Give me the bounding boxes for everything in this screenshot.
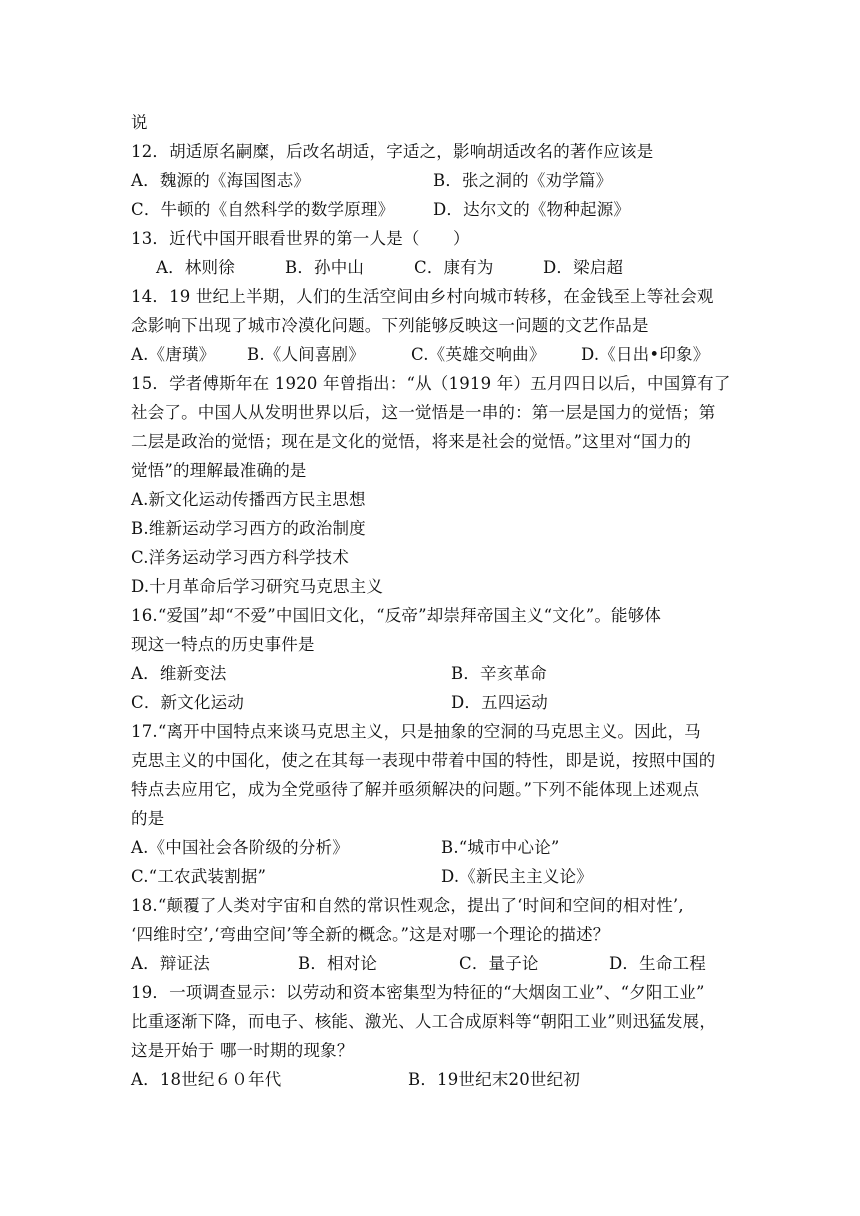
question-15-option-d: D.十月革命后学习研究马克思主义 [131,577,384,596]
question-15-stem-line-2: 社会了。中国人从发明世界以后，这一觉悟是一串的：第一层是国力的觉悟；第 [131,403,716,422]
question-17-stem-line-3: 特点去应用它，成为全党亟待了解并亟须解决的问题。”下列不能体现上述观点 [131,780,700,799]
question-15-option-b: B.维新运动学习西方的政治制度 [131,519,366,538]
question-13-option-c: C．康有为 [414,258,494,277]
question-19-stem-line-2: 比重逐渐下降，而电子、核能、激光、人工合成原料等“朝阳工业”则迅猛发展， [131,1012,717,1031]
question-16-option-a: A．维新变法 [131,664,227,683]
question-13-option-a: A．林则徐 [156,258,235,277]
question-17-option-a: A.《中国社会各阶级的分析》 [131,838,349,857]
question-18-stem-line-1: 18.“颠覆了人类对宇宙和自然的常识性观念，提出了‘时间和空间的相对性’, [131,896,684,915]
question-14-stem-line-1: 14．19 世纪上半期，人们的生活空间由乡村向城市转移，在金钱至上等社会观 [131,287,714,306]
question-15-option-a: A.新文化运动传播西方民主思想 [131,490,366,509]
question-15-stem-line-4: 觉悟”的理解最准确的是 [131,461,307,480]
question-18-stem-line-2: ‘四维时空’,‘弯曲空间’等全新的概念。”这是对哪一个理论的描述？ [131,925,610,944]
question-15-stem-line-1: 15．学者傅斯年在 1920 年曾指出：“从（1919 年）五月四日以后，中国算有了 [131,374,731,393]
question-16-option-d: D．五四运动 [451,693,548,712]
question-13-option-b: B．孙中山 [285,258,365,277]
question-14-option-b: B.《人间喜剧》 [247,345,365,364]
question-17-stem-line-1: 17.“离开中国特点来谈马克思主义，只是抽象的空洞的马克思主义。因此，马 [131,722,701,741]
question-14-option-a: A.《唐璜》 [131,345,216,364]
question-12-option-b: B．张之洞的《劝学篇》 [433,171,613,190]
question-12-option-a: A．魏源的《海国图志》 [131,171,311,190]
question-17-stem-line-2: 克思主义的中国化，使之在其每一表现中带着中国的特性，即是说，按照中国的 [131,751,716,770]
question-18-option-a: A．辩证法 [131,954,210,973]
question-12-option-d: D．达尔文的《物种起源》 [433,200,631,219]
question-17-option-c: C.“工农武装割据” [131,867,267,886]
question-16-stem-line-2: 现这一特点的历史事件是 [131,635,315,654]
question-17-stem-line-4: 的是 [131,809,165,828]
question-17-option-b: B.“城市中心论” [441,838,560,857]
question-15-stem-line-3: 二层是政治的觉悟；现在是文化的觉悟，将来是社会的觉悟。”这里对“国力的 [131,432,692,451]
question-12-option-c: C．牛顿的《自然科学的数学原理》 [131,200,395,219]
continued-text: 说 [131,113,148,132]
question-15-option-c: C.洋务运动学习西方科学技术 [131,548,350,567]
question-16-stem-line-1: 16.“爱国”却“不爱”中国旧文化，“反帝”却崇拜帝国主义“文化”。能够体 [131,606,662,625]
question-18-option-c: C．量子论 [459,954,539,973]
question-12-stem: 12．胡适原名嗣糜，后改名胡适，字适之，影响胡适改名的著作应该是 [131,142,654,161]
question-13-stem: 13．近代中国开眼看世界的第一人是（ ） [131,229,470,248]
question-14-option-c: C.《英雄交响曲》 [411,345,546,364]
question-19-stem-line-3: 这是开始于 哪一时期的现象？ [131,1041,354,1060]
question-19-stem-line-1: 19．一项调查显示：以劳动和资本密集型为特征的“大烟囱工业”、“夕阳工业” [131,983,705,1002]
question-19-option-b: B．19世纪末20世纪初 [408,1070,581,1089]
question-14-stem-line-2: 念影响下出现了城市冷漠化问题。下列能够反映这一问题的文艺作品是 [131,316,649,335]
question-17-option-d: D.《新民主主义论》 [441,867,593,886]
question-13-option-d: D．梁启超 [543,258,624,277]
question-18-option-d: D．生命工程 [609,954,706,973]
question-18-option-b: B．相对论 [298,954,378,973]
question-14-option-d: D.《日出•印象》 [581,345,710,364]
question-16-option-c: C．新文化运动 [131,693,245,712]
question-16-option-b: B．辛亥革命 [451,664,547,683]
question-19-option-a: A．18世纪６０年代 [131,1070,282,1089]
